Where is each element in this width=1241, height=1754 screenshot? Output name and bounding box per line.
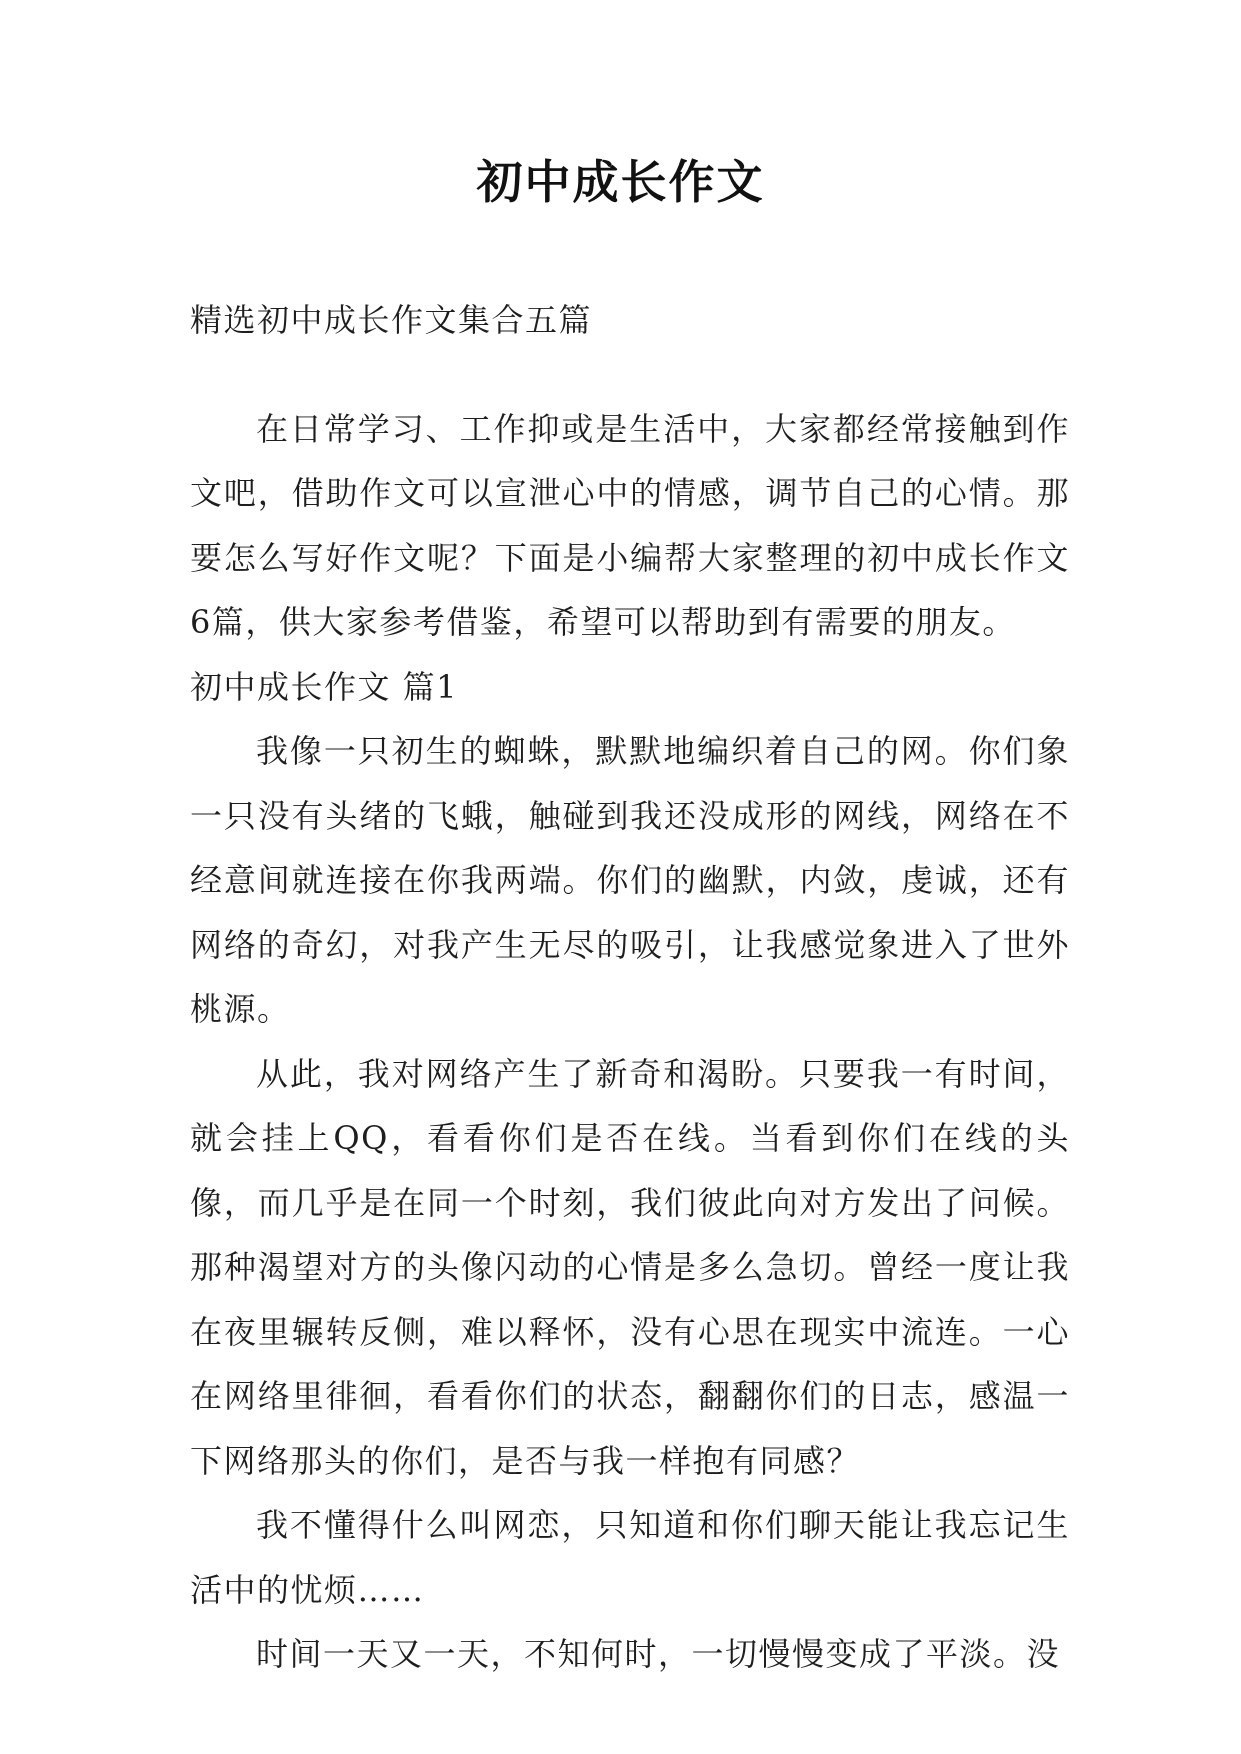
body-paragraph: 我像一只初生的蜘蛛，默默地编织着自己的网。你们象一只没有头绪的飞蛾，触碰到我还没成形的网线，网络在不经意间就连接在你我两端。你们的幽默，内敛，虔诚，还有网络的奇幻，对我产生无尽的吸引，让我感觉象进入了世外桃源。 [190, 732, 1070, 1028]
body-paragraph: 从此，我对网络产生了新奇和渴盼。只要我一有时间，就会挂上QQ，看看你们是否在线。当看到你们在线的头像，而几乎是在同一个时刻，我们彼此向对方发出了问候。那种渴望对方的头像闪动的心情是多么急切。曾经一度让我在夜里辗转反侧，难以释怀，没有心思在现实中流连。一心在网络里徘徊，看看你们的状态，翻翻你们的日志，感温一下网络那头的你们，是否与我一样抱有同感？ [190, 1054, 1070, 1480]
document-body [190, 288, 1070, 1687]
document-title: 初中成长作文 [476, 155, 765, 209]
intro-paragraph: 在日常学习、工作抑或是生活中，大家都经常接触到作文吧，借助作文可以宣泄心中的情感，调节自己的心情。那要怎么写好作文呢？下面是小编帮大家整理的初中成长作文6篇，供大家参考借鉴，希望可以帮助到有需要的朋友。 [190, 409, 1070, 641]
section-heading: 初中成长作文 篇1 [190, 667, 459, 706]
body-paragraph: 时间一天又一天，不知何时，一切慢慢变成了平淡。没 [256, 1635, 1061, 1673]
document-subtitle: 精选初中成长作文集合五篇 [190, 301, 593, 339]
body-paragraph: 我不懂得什么叫网恋，只知道和你们聊天能让我忘记生活中的忧烦…… [190, 1506, 1070, 1609]
